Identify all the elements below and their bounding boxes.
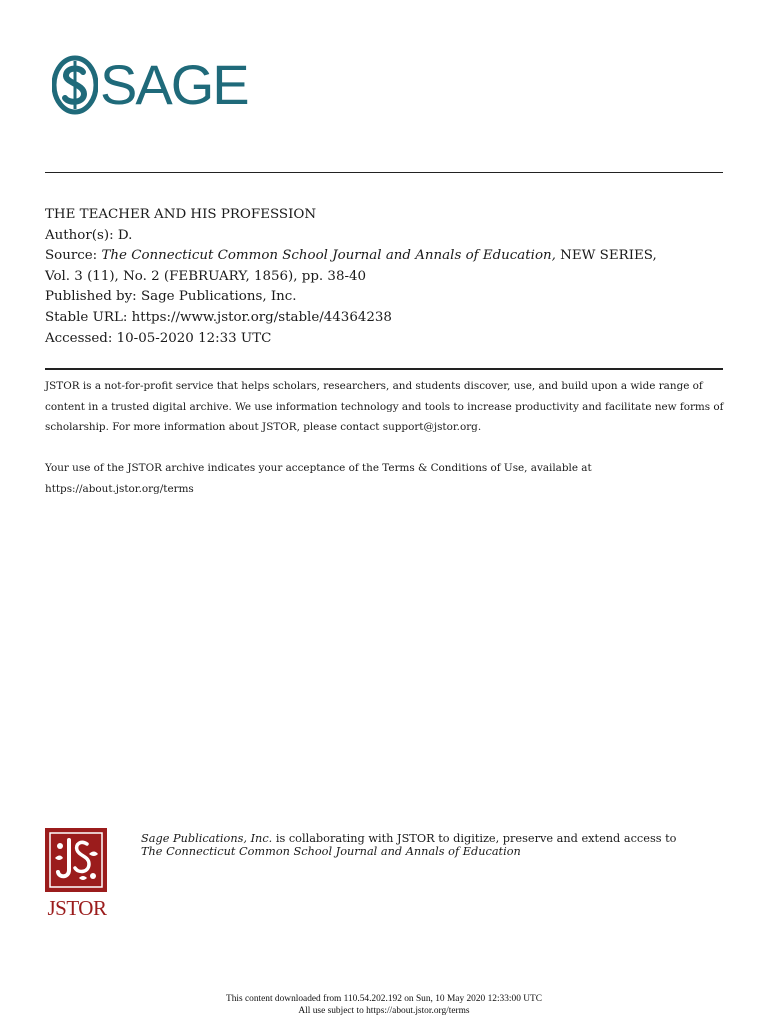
publisher-name: Sage Publications, Inc.	[140, 289, 297, 305]
collab-text: is collaborating with JSTOR to digitize, preserve and extend access to	[275, 832, 677, 845]
download-footer	[0, 994, 768, 1017]
source-label: Source:	[45, 248, 98, 264]
author-line	[45, 226, 725, 247]
stable-url-line	[45, 308, 725, 329]
article-title: THE TEACHER AND HIS PROFESSION	[45, 207, 317, 222]
middle-divider	[45, 368, 723, 370]
collab-publisher: Sage Publications, Inc.	[141, 832, 273, 845]
sage-logo	[52, 55, 248, 115]
sage-s-circle-icon	[52, 55, 98, 115]
sage-wordmark: SAGE	[100, 53, 248, 116]
terms-paragraph: Your use of the JSTOR archive indicates your acceptance of the Terms & Conditions of Use, available at https://about.jstor.org/terms	[45, 462, 592, 495]
source-series: NEW SERIES,	[560, 248, 657, 264]
stable-url-link[interactable]: https://www.jstor.org/stable/44364238	[131, 309, 392, 325]
footer-terms-line: All use subject to https://about.jstor.org/terms	[298, 1005, 470, 1016]
author-name: D.	[117, 227, 133, 243]
source-journal: The Connecticut Common School Journal and Annals of Education,	[101, 248, 556, 264]
source-line	[45, 246, 725, 267]
collab-journal: The Connecticut Common School Journal and Annals of Education	[141, 844, 521, 858]
stable-url-label: Stable URL:	[45, 309, 128, 325]
jstor-wordmark: JSTOR	[47, 896, 107, 920]
jstor-about-paragraph: JSTOR is a not-for-profit service that helps scholars, researchers, and students discover, use, and build upon a wide range of content in a trusted digital archive. We use information technology and tools to increase productivity and facilitate new forms of scholarship. For more information about JSTOR, please contact support@jstor.org.	[45, 380, 724, 434]
publisher-line	[45, 287, 725, 308]
author-label: Author(s):	[45, 227, 114, 243]
publisher-label: Published by:	[45, 289, 137, 305]
jstor-emblem-icon	[45, 828, 107, 892]
accessed-label: Accessed:	[45, 330, 113, 346]
footer-download-line: This content downloaded from 110.54.202.192 on Sun, 10 May 2020 12:33:00 UTC	[225, 994, 543, 1004]
collaboration-statement	[141, 833, 731, 858]
source-details: Vol. 3 (11), No. 2 (FEBRUARY, 1856), pp. 38-40	[45, 268, 367, 284]
article-metadata	[45, 205, 725, 349]
jstor-logo	[45, 828, 107, 921]
jstor-notice	[45, 376, 725, 500]
accessed-line	[45, 329, 725, 350]
top-divider	[45, 172, 723, 173]
accessed-date: 10-05-2020 12:33 UTC	[116, 330, 272, 346]
